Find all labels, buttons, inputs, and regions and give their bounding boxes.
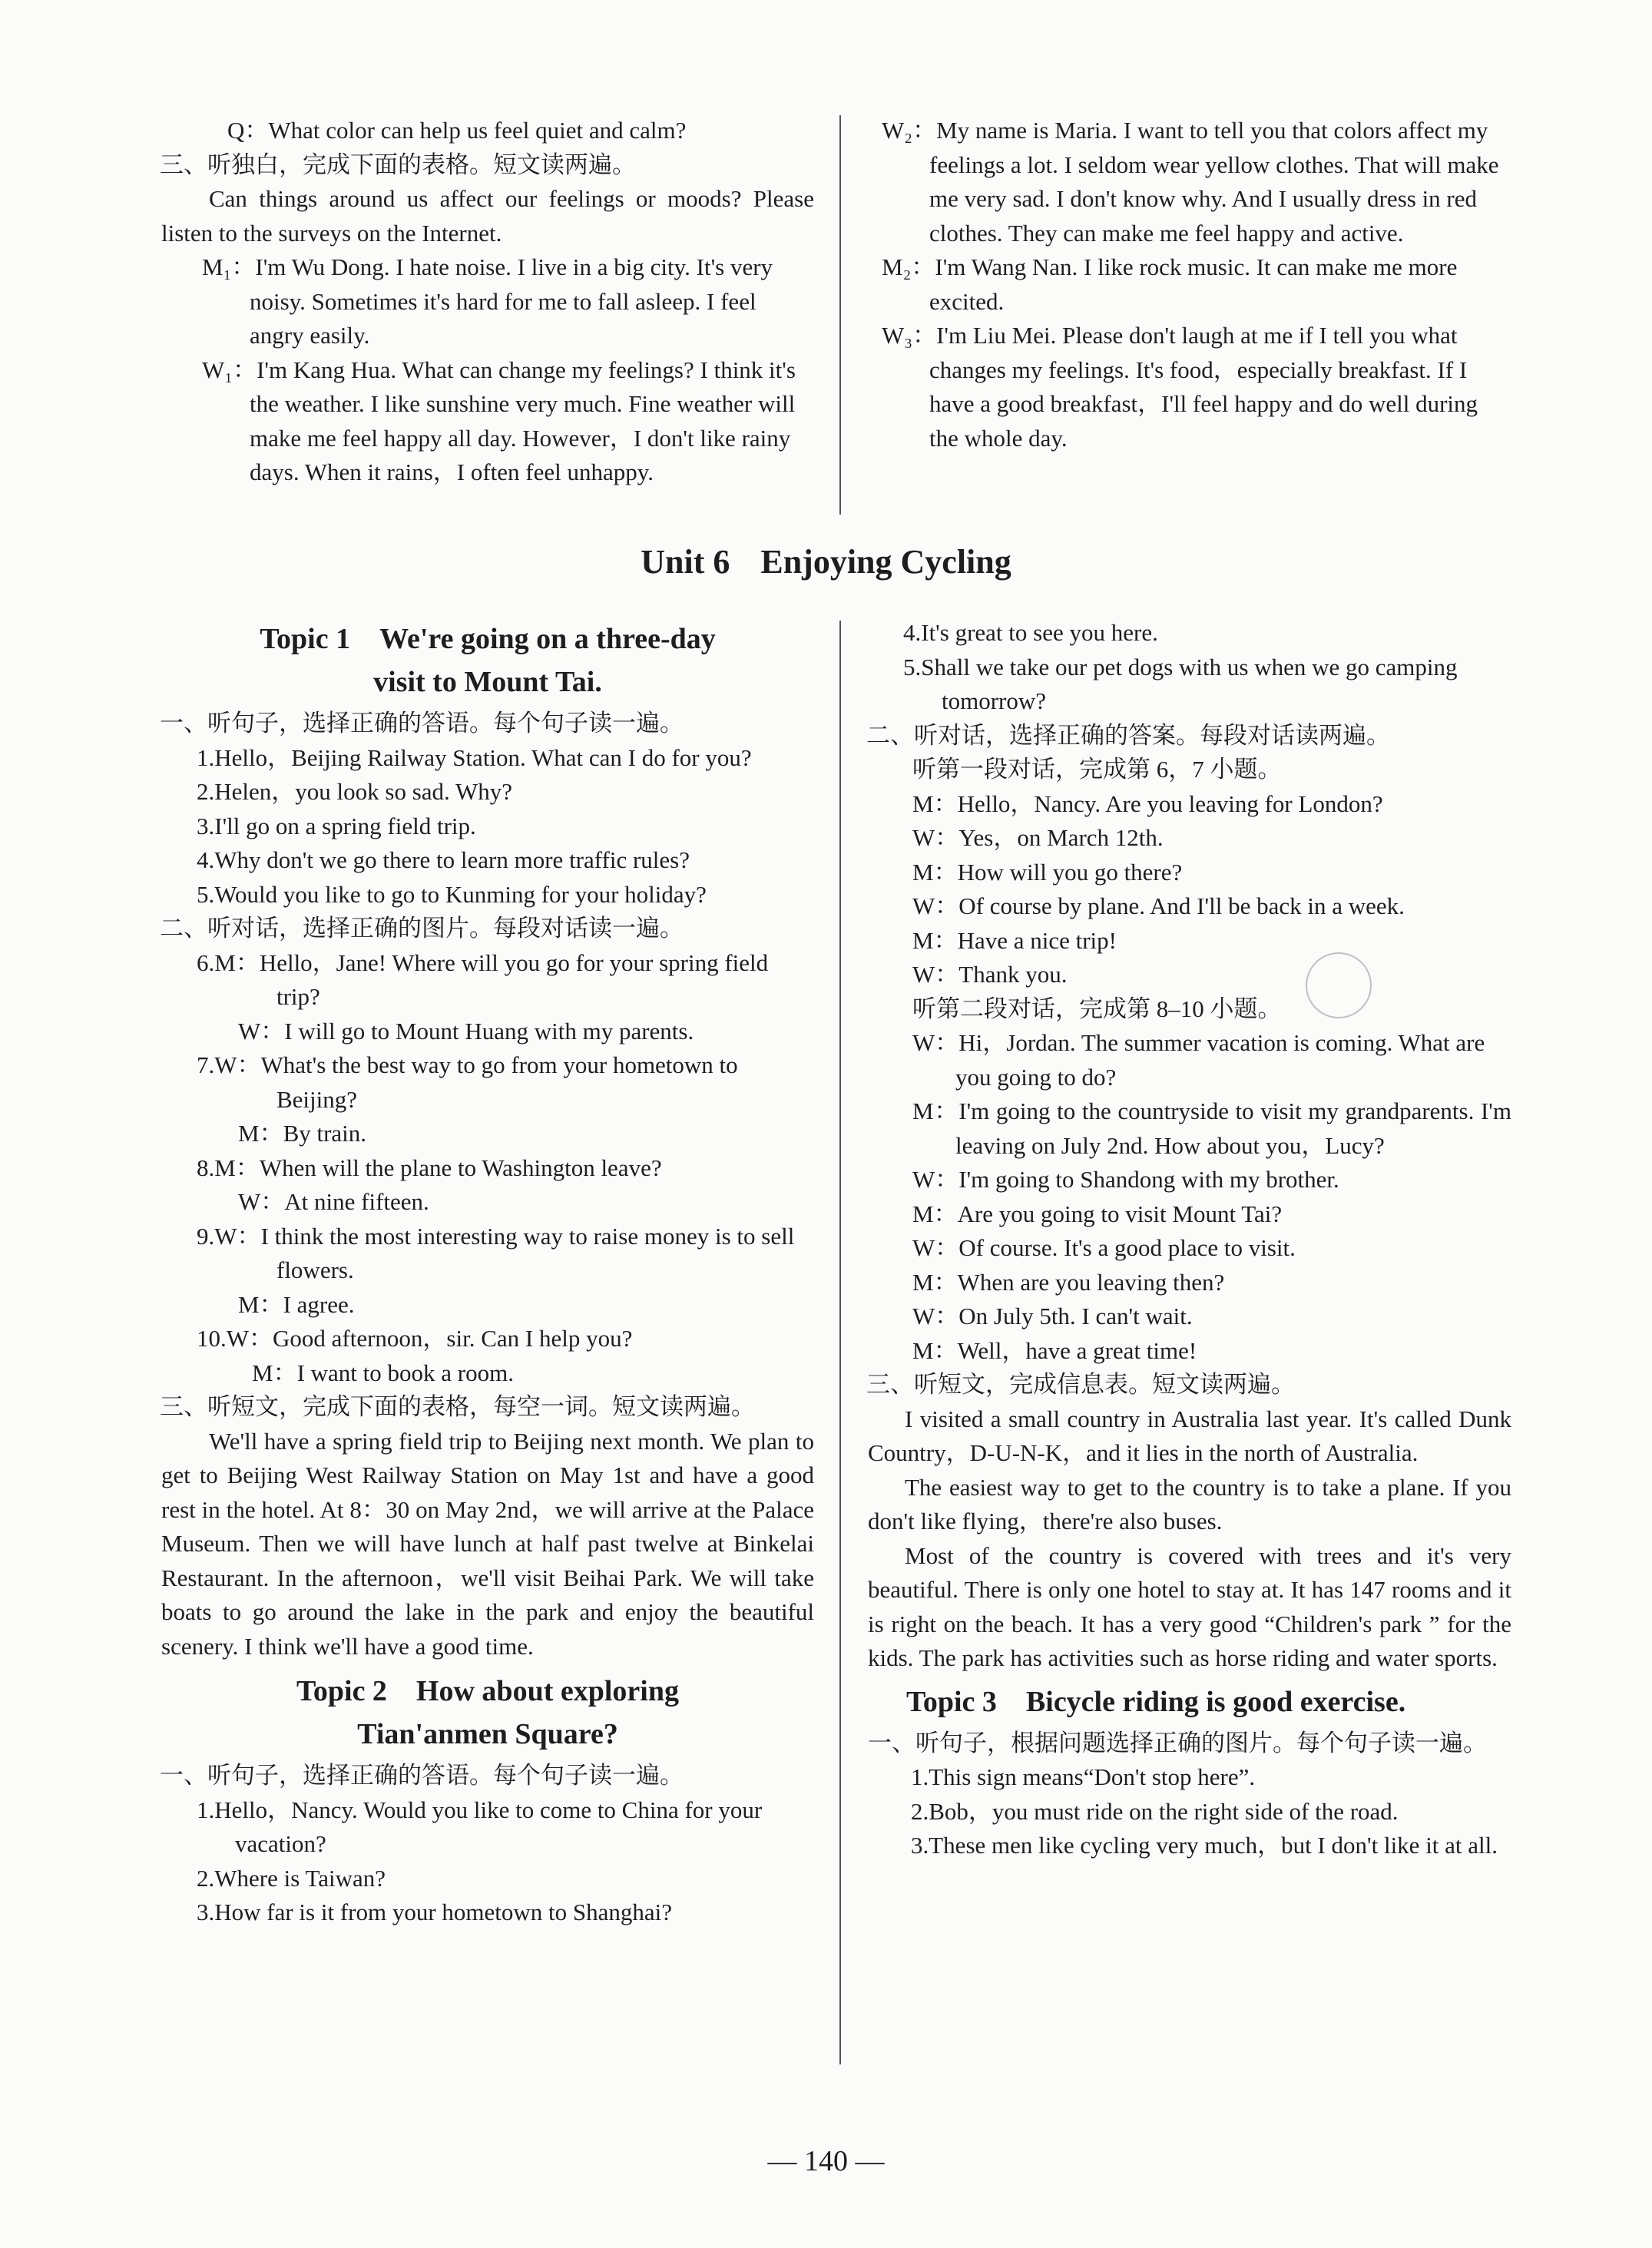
speaker-w3: W₃：I'm Liu Mei. Please don't laugh at me if I tell you what changes my feelings. It's food，especially breakfast. If I have a good breakfast，I'll feel happy and do well during the whole day. (882, 322, 1478, 452)
dialogue-line: W：Of course by plane. And I'll be back in a week. (912, 892, 1405, 919)
topic2-title (161, 1670, 814, 1756)
topic2-title-line1: Topic 2 How about exploring (296, 1675, 679, 1707)
topic2-title-line2: Tian'anmen Square? (357, 1718, 618, 1750)
column-divider (839, 621, 841, 2064)
dialogue-caption: 听第二段对话，完成第 8–10 小题。 (912, 995, 1282, 1022)
topic3-title: Topic 3 Bicycle riding is good exercise. (906, 1685, 1406, 1718)
passage: The easiest way to get to the country is to take a plane. If you don't like flying，there're also buses. (868, 1473, 1511, 1535)
list-item: 2.Helen，you look so sad. Why? (197, 778, 512, 805)
bottom-left-column (161, 616, 814, 1930)
list-item: 1.This sign means“Don't stop here”. (911, 1763, 1256, 1790)
section-heading: 一、听句子，选择正确的答语。每个句子读一遍。 (160, 710, 684, 737)
watermark-stamp (1306, 952, 1372, 1018)
section-heading: 二、听对话，选择正确的图片。每段对话读一遍。 (160, 915, 684, 942)
dialogue-line: W：I'm going to Shandong with my brother. (912, 1166, 1339, 1193)
dialogue-line: M：I'm going to the countryside to visit my grandparents. I'm leaving on July 2nd. How about you，Lucy? (912, 1098, 1511, 1159)
dialogue-line: W：At nine fifteen. (238, 1188, 429, 1215)
speaker-w2: W₂：My name is Maria. I want to tell you that colors affect my feelings a lot. I seldom wear yellow clothes. That will make me very sad. I don't know why. And I usually dress in red clothes. They can make me feel happy and active. (882, 117, 1499, 247)
dialogue-line: 10.W：Good afternoon，sir. Can I help you? (197, 1325, 633, 1352)
list-item: 4.Why don't we go there to learn more traffic rules? (197, 846, 690, 873)
section-heading: 一、听句子，选择正确的答语。每个句子读一遍。 (160, 1762, 684, 1789)
dialogue-line: W：I will go to Mount Huang with my parents. (238, 1017, 694, 1045)
passage: We'll have a spring field trip to Beijing next month. We plan to get to Beijing West Railway Station on May 1st and have a good rest in the hotel. At 8：30 on May 2nd，we will arrive at the Palace Museum. Then we will have lunch at half past twelve at Binkelai Restaurant. In the afternoon，we'll visit Beihai Park. We will take boats to go around the lake in the park and enjoy the beautiful scenery. I think we'll have a good time. (161, 1427, 814, 1660)
list-item: 1.Hello，Beijing Railway Station. What can I do for you? (197, 743, 752, 771)
list-item: 2.Bob，you must ride on the right side of the road. (911, 1797, 1399, 1825)
dialogue-line: 6.M：Hello，Jane! Where will you go for your spring field trip? (197, 949, 769, 1010)
unit-title (0, 542, 1652, 581)
dialogue-line: M：When are you leaving then? (912, 1268, 1225, 1296)
list-item: 2.Where is Taiwan? (197, 1864, 386, 1892)
list-item: 3.How far is it from your hometown to Shanghai? (197, 1899, 673, 1925)
speaker-m1: M₁：I'm Wu Dong. I hate noise. I live in a big city. It's very noisy. Sometimes it's hard for me to fall asleep. I feel angry easily. (202, 253, 773, 349)
list-item: 5.Would you like to go to Kunming for your holiday? (197, 880, 707, 908)
dialogue-line: 8.M：When will the plane to Washington leave? (197, 1154, 662, 1181)
unit-name: Enjoying Cycling (760, 543, 1011, 581)
topic1-title-line1: Topic 1 We're going on a three-day (260, 623, 716, 655)
intro-paragraph: Can things around us affect our feelings or moods? Please listen to the surveys on the Internet. (161, 185, 814, 247)
dialogue-line: W：Thank you. (912, 961, 1068, 988)
unit-label: Unit 6 (641, 543, 730, 581)
section-heading: 三、听短文，完成下面的表格，每空一词。短文读两遍。 (160, 1393, 755, 1420)
section-heading: 一、听句子，根据问题选择正确的图片。每个句子读一遍。 (868, 1729, 1487, 1756)
dialogue-line: W：Hi，Jordan. The summer vacation is coming. What are you going to do? (912, 1029, 1485, 1091)
list-item: 3.I'll go on a spring field trip. (197, 812, 476, 839)
section-heading: 三、听独白，完成下面的表格。短文读两遍。 (160, 151, 636, 178)
list-item: 1.Hello，Nancy. Would you like to come to China for your vacation? (197, 1796, 763, 1857)
question-line: Q：What color can help us feel quiet and calm? (227, 117, 687, 144)
dialogue-line: M：Well，have a great time! (912, 1336, 1197, 1364)
topic1-title (161, 617, 814, 704)
dialogue-line: M：I agree. (238, 1290, 355, 1318)
page-number: — 140 — (767, 2145, 885, 2177)
dialogue-line: M：I want to book a room. (252, 1359, 514, 1386)
column-divider (839, 115, 841, 515)
list-item: 5.Shall we take our pet dogs with us when we go camping tomorrow? (903, 653, 1458, 714)
dialogue-line: M：Have a nice trip! (912, 926, 1117, 954)
speaker-w1: W₁：I'm Kang Hua. What can change my feelings? I think it's the weather. I like sunshine very much. Fine weather will make me feel happy all day. However，I don't like rainy days. When it rains，I often feel unhappy. (202, 356, 796, 485)
passage: Most of the country is covered with trees and it's very beautiful. There is only one hotel to stay at. It has 147 rooms and it is right on the beach. It has a very good “Children's park ” for the kids. The park has activities such as horse riding and water sports. (868, 1541, 1511, 1671)
section-heading: 三、听短文，完成信息表。短文读两遍。 (866, 1371, 1295, 1398)
top-right-column (868, 114, 1511, 455)
speaker-m2: M₂：I'm Wang Nan. I like rock music. It can make me more excited. (882, 253, 1458, 315)
dialogue-line: W：Of course. It's a good place to visit. (912, 1234, 1296, 1261)
bottom-right-column (868, 616, 1511, 1863)
dialogue-line: W：On July 5th. I can't wait. (912, 1303, 1193, 1329)
dialogue-line: M：Are you going to visit Mount Tai? (912, 1200, 1283, 1227)
dialogue-line: W：Yes，on March 12th. (912, 824, 1164, 851)
dialogue-line: M：How will you go there? (912, 858, 1183, 886)
passage: I visited a small country in Australia last year. It's called Dunk Country，D-U-N-K，and it lies in the north of Australia. (868, 1405, 1511, 1466)
dialogue-line: 9.W：I think the most interesting way to raise money is to sell flowers. (197, 1222, 795, 1283)
list-item: 3.These men like cycling very much，but I don't like it at all. (911, 1832, 1498, 1859)
section-heading: 二、听对话，选择正确的答案。每段对话读两遍。 (866, 721, 1390, 749)
dialogue-line: M：By train. (238, 1120, 367, 1147)
topic1-title-line2: visit to Mount Tai. (373, 666, 602, 698)
dialogue-line: M：Hello，Nancy. Are you leaving for London? (912, 790, 1383, 817)
dialogue-line: 7.W：What's the best way to go from your hometown to Beijing? (197, 1051, 738, 1113)
top-left-column (161, 114, 814, 490)
dialogue-caption: 听第一段对话，完成第 6，7 小题。 (912, 756, 1282, 783)
list-item: 4.It's great to see you here. (903, 619, 1158, 646)
